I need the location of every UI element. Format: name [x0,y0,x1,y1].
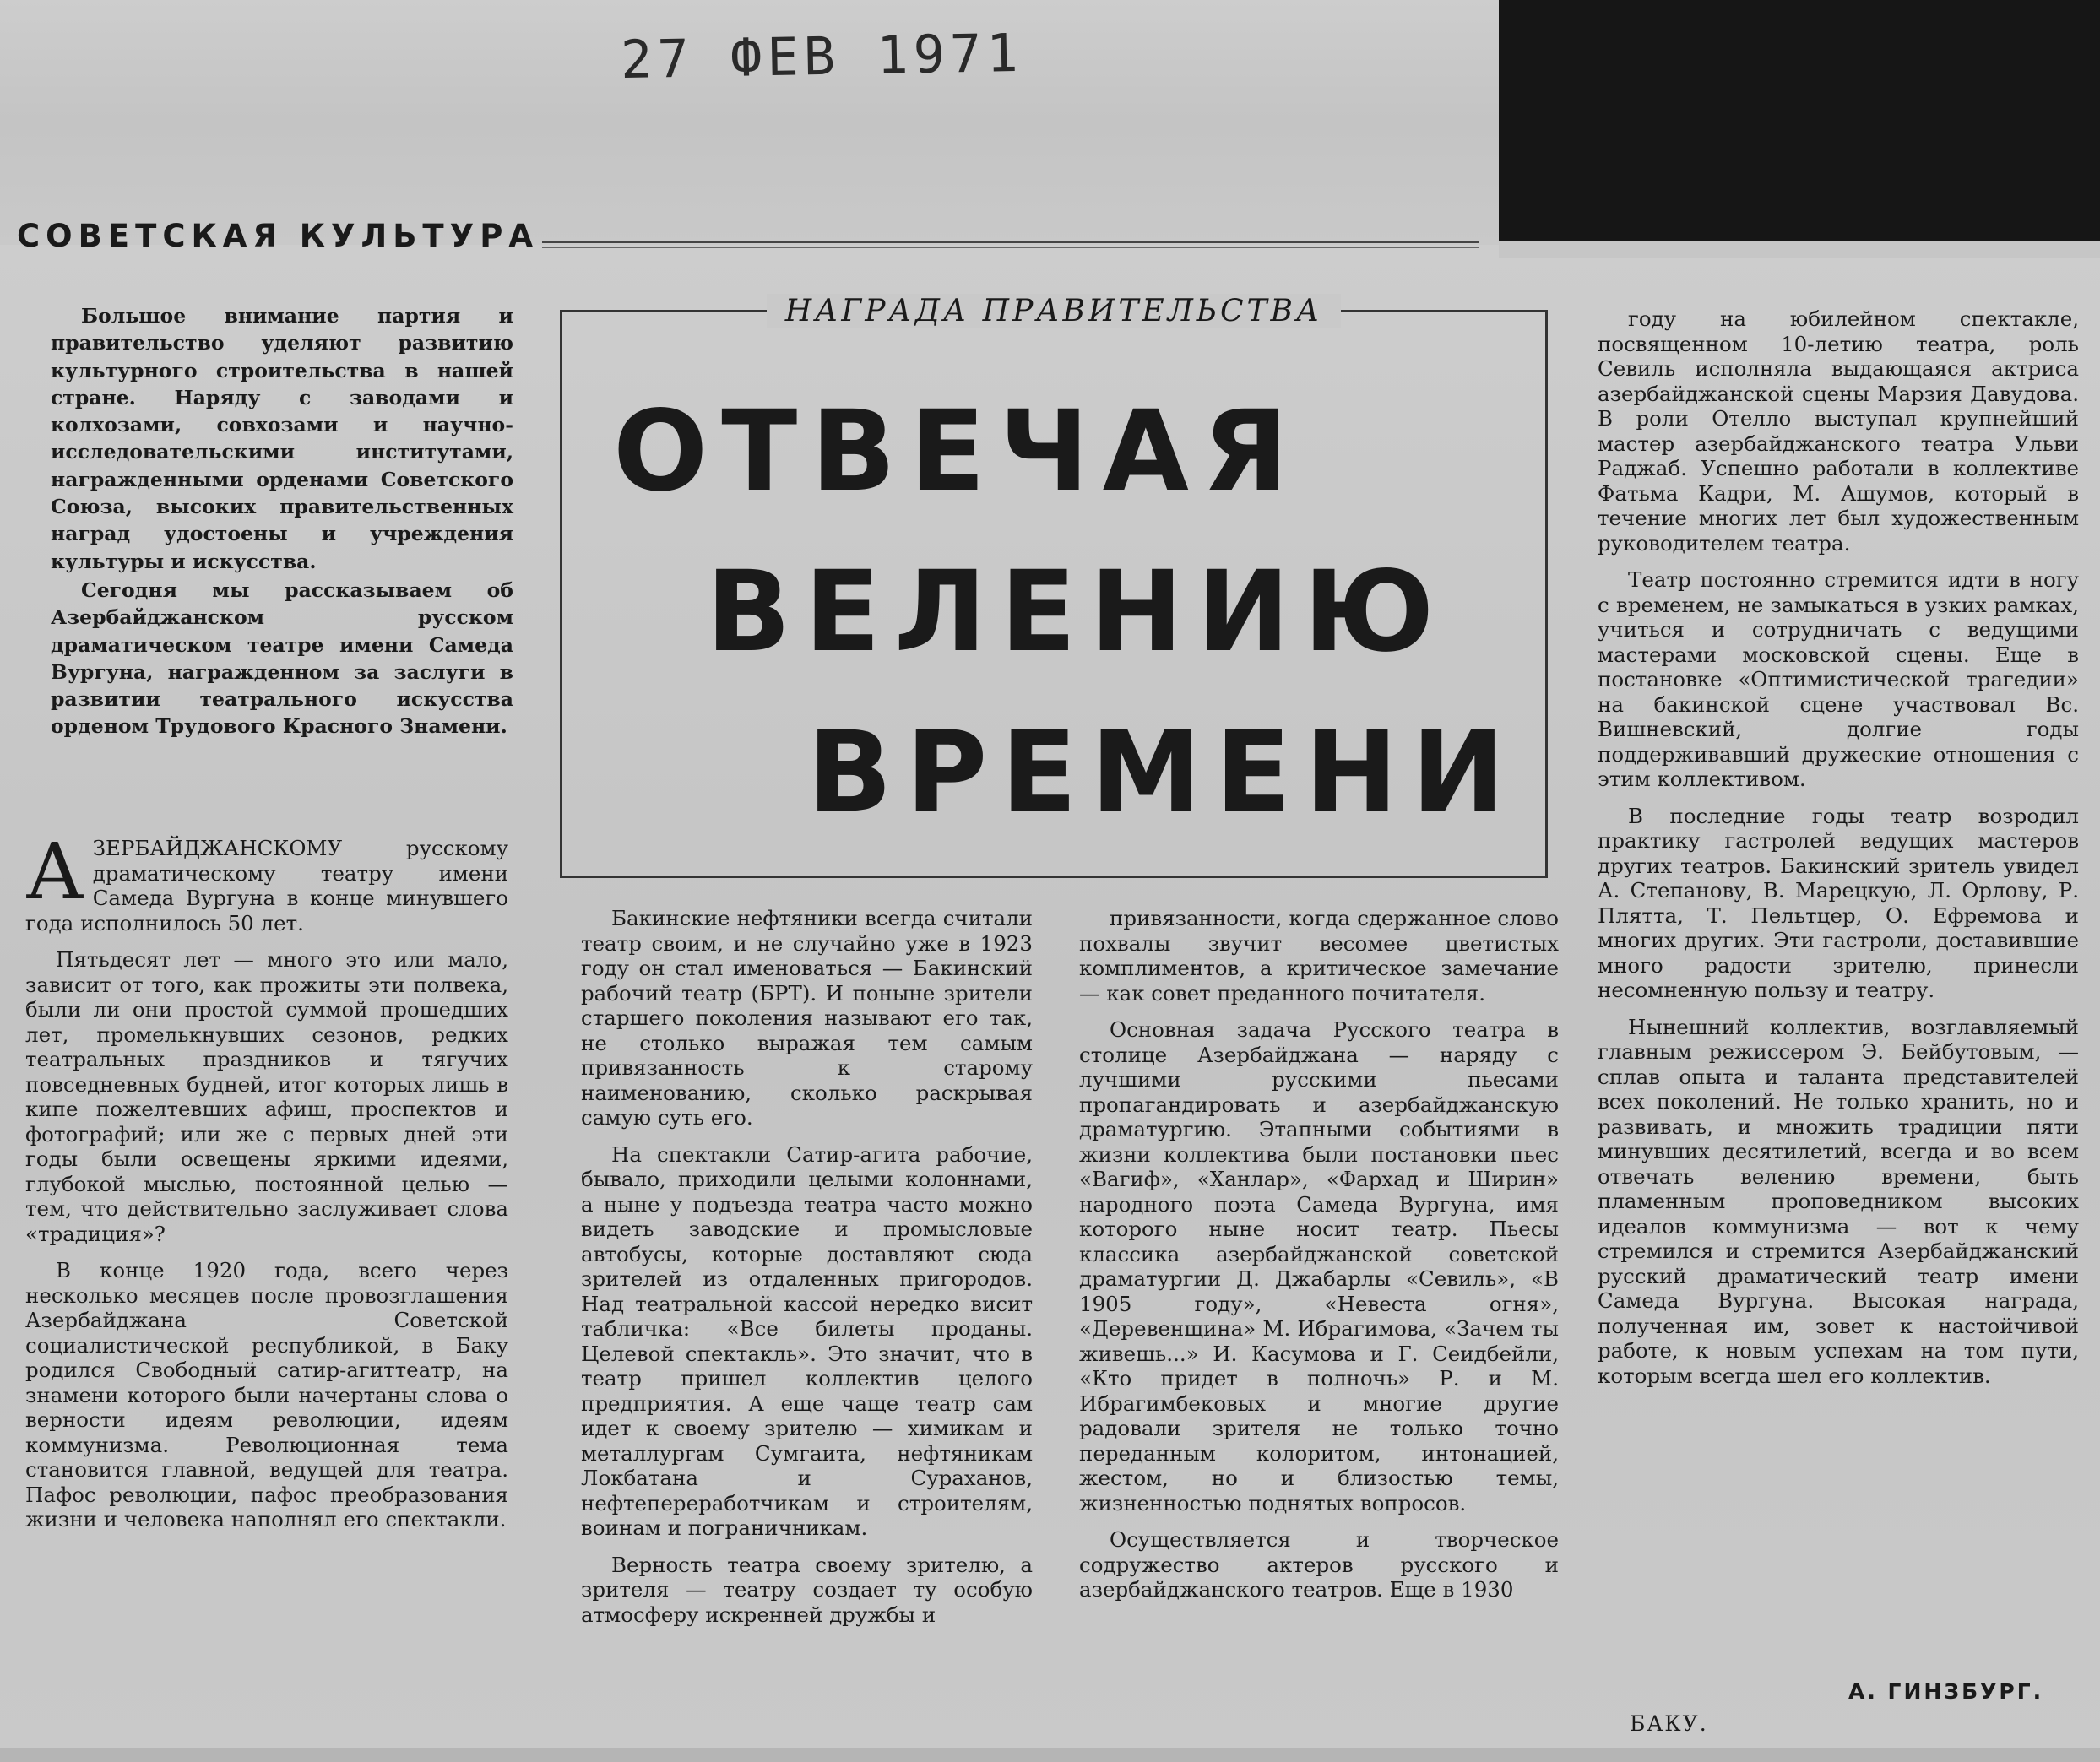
article-paragraph: Верность театра своему зрителю, а зрителя — театру создает ту особую атмосферу искренней дружбы и [581,1552,1033,1627]
article-paragraph: Основная задача Русского театра в столице Азербайджана — наряду с лучшими русскими пьесами пропагандировать и азербайджанскую драматургию. Этапными событиями в жизни коллектива были постановки пьес «Вагиф», «Ханлар», «Фархад и Ширин» народного поэта Самеда Вургуна, имя которого ныне носит театр. Пьесы классика азербайджанской советской драматургии Д. Джабарлы «Севиль», «В 1905 году», «Невеста огня», «Деревенщина» М. Ибрагимова, «Зачем ты живешь...» И. Касумова и Г. Сеидбейли, «Кто придет в полночь» Р. и М. Ибрагимбековых и многие другие радовали зрителя не только точно переданным колоритом, интонацией, жестом, но и близостью темы, жизненностью поднятых вопросов. [1079,1017,1559,1515]
article-paragraph: году на юбилейном спектакле, посвященном 10-летию театра, роль Севиль исполняла выдающаяся актриса азербайджанской сцены Марзия Давудова. В роли Отелло выступал крупнейший мастер азербайджанского театра Ульви Раджаб. Успешно работали в коллективе Фатьма Кадри, М. Ашумов, который в течение многих лет был художественным руководителем театра. [1598,306,2079,556]
article-paragraph: Осуществляется и творческое содружество актеров русского и азербайджанского театров. Еще в 1930 [1079,1527,1559,1602]
dateline-place: БАКУ. [1630,1711,1708,1736]
headline-line: ОТВЕЧАЯ [613,387,1302,517]
lead-text: Большое внимание партия и правительство уделяют развитию культурного строительства в нашей стране. Наряду с заводами и колхозами, совхозами и научно-исследовательскими институтами, награжденными орденами Советского Союза, высоких правительственных наград удостоены и учреждения культуры и искусства. [51,304,513,573]
article-paragraph: В последние годы театр возродил практику гастролей ведущих мастеров других театров. Бакинский зритель увидел А. Степанову, В. Марецкую, Л. Орлову, Р. Плятта, Т. Пельтцер, О. Ефремова и многих других. Эти гастроли, доставившие много радости зрителю, принесли несомненную пользу и театру. [1598,803,2079,1002]
masthead-rule-thin [542,247,1479,248]
article-paragraph: Театр постоянно стремится идти в ногу с временем, не замыкаться в узких рамках, учиться и сотрудничать с ведущими мастерами московской сцены. Еще в постановке «Оптимистической трагедии» на бакинской сцене участвовал Вс. Вишневский, долгие годы поддерживавший дружеские отношения с этим коллективом. [1598,567,2079,791]
article-column-2 [581,906,1033,1627]
masthead-rule [542,241,1479,243]
dark-background [1499,0,2100,245]
headline-frame [560,294,1548,878]
article-column-3 [1079,906,1559,1602]
article-paragraph [25,827,508,935]
article-paragraph: Бакинские нефтяники всегда считали театр своим, и не случайно уже в 1923 году он стал именоваться — Бакинский рабочий театр (БРТ). И поныне зрители старшего поколения называют его так, не столько выражая тем самым привязанность к старому наименованию, сколько раскрывая самую суть его. [581,906,1033,1130]
article-paragraph: На спектакли Сатир-агита рабочие, бывало, приходили целыми колоннами, а ныне у подъезда театра часто можно видеть заводские и промысловые автобусы, которые доставляют сюда зрителей из отдаленных пригородов. Над театральной кассой нередко висит табличка: «Все билеты проданы. Целевой спектакль». Это значит, что в театр пришел коллектив целого предприятия. А еще чаще театр сам идет к своему зрителю — химикам и металлургам Сумгаита, нефтяникам Локбатана и Сураханов, нефтепереработчикам и строителям, воинам и пограничникам. [581,1141,1033,1540]
article-paragraph: Пятьдесят лет — много это или мало, зависит от того, как прожиты эти полвека, были ли они простой суммой прошедших лет, промелькнувших сезонов, редких театральных праздников и тягучих повседневных будней, итог которых лишь в кипе пожелтевших афиш, проспектов и фотографий; или же с первых дней эти годы были освещены яркими идеями, глубокой мыслью, постоянной целью — тем, что действительно заслуживает слова «традиция»? [25,947,508,1246]
drop-cap: А [25,827,84,917]
rubric-label: НАГРАДА ПРАВИТЕЛЬСТВА [767,294,1342,328]
masthead: СОВЕТСКАЯ КУЛЬТУРА [17,218,539,254]
date-stamp: 27 ФЕВ 1971 [620,21,1024,91]
article-paragraph: привязанности, когда сдержанное слово похвалы звучит весомее цветистых комплиментов, а критическое замечание — как совет преданного почитателя. [1079,906,1559,1006]
author-signature: А. ГИНЗБУРГ. [1848,1679,2044,1704]
lead-paragraph [51,302,513,740]
lead-text: Сегодня мы рассказываем об Азербайджанском русском драматическом театре имени Самеда Вургуна, награжденном за заслуги в развитии театрального искусства орденом Трудового Красного Знамени. [51,577,513,739]
headline-line: ВРЕМЕНИ [807,708,1518,838]
article-text: ЗЕРБАЙДЖАНСКОМУ русскому драматическому театру имени Самеда Вургуна в конце минувшего года исполнилось 50 лет. [25,836,508,935]
paper-sheet-edge [1499,241,2100,258]
rubric [562,294,1545,328]
article-column-1 [25,827,508,1532]
article-paragraph: В конце 1920 года, всего через несколько месяцев после провозглашения Азербайджана Советской социалистической республикой, в Баку родился Свободный сатир-агиттеатр, на знамени которого были начертаны слова о верности идеям революции, идеям коммунизма. Революционная тема становится главной, ведущей для театра. Пафос революции, пафос преобразования жизни и человека наполнял его спектакли. [25,1258,508,1532]
headline [613,371,1520,853]
page-bottom-edge [0,1748,2100,1762]
headline-line: ВЕЛЕНИЮ [706,547,1448,677]
article-column-4 [1598,306,2079,1388]
article-paragraph: Нынешний коллектив, возглавляемый главным режиссером Э. Бейбутовым, — сплав опыта и таланта представителей всех поколений. Не только хранить, но и развивать, и множить традиции пяти минувших десятилетий, всегда и во всем отвечать велению времени, быть пламенным проповедником высоких идеалов коммунизма — вот к чему стремился и стремится Азербайджанский русский драматический театр имени Самеда Вургуна. Высокая награда, полученная им, зовет к настойчивой работе, к новым успехам на том пути, которым всегда шел его коллектив. [1598,1014,2079,1388]
